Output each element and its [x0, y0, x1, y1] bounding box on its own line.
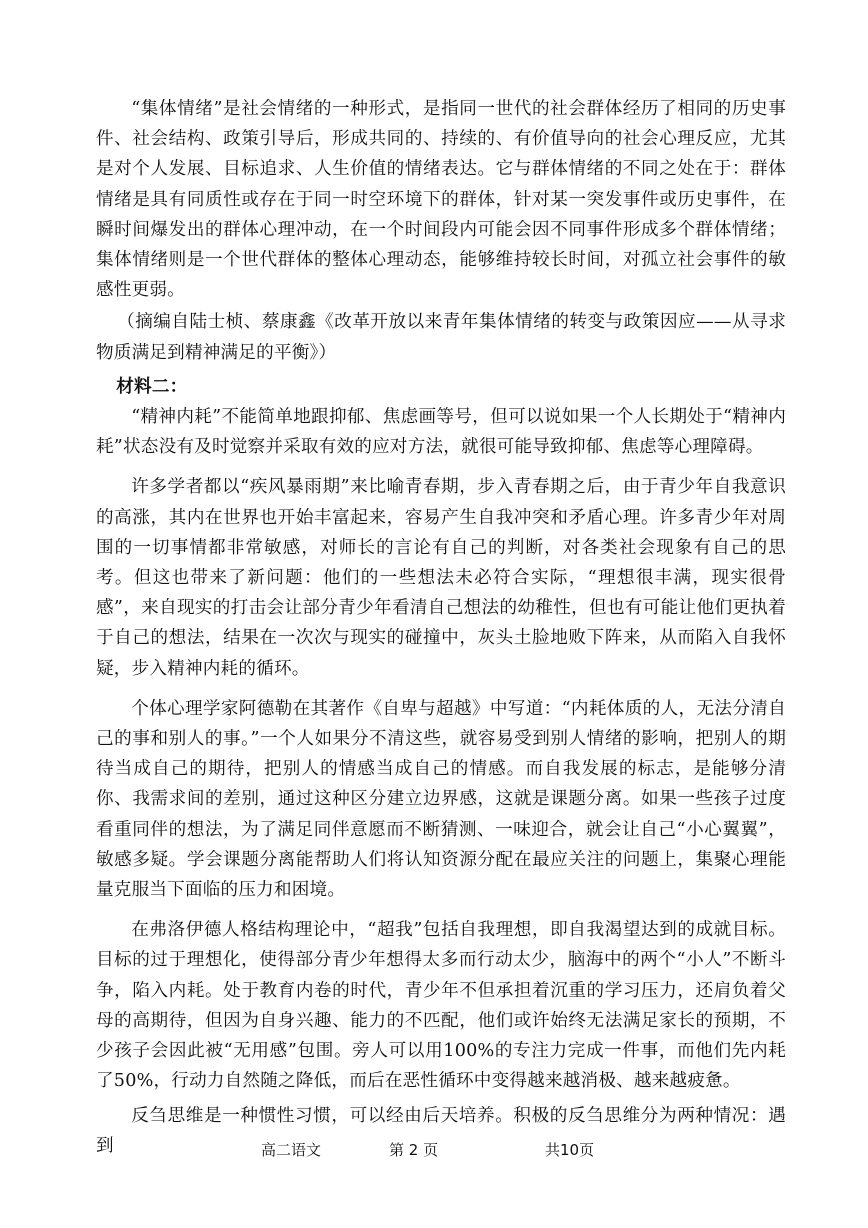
page-footer	[0, 1136, 868, 1164]
citation-source: （摘编自陆士桢、蔡康鑫《改革开放以来青年集体情绪的转变与政策因应——从寻求物质满足到精神满足的平衡》）	[96, 312, 786, 363]
footer-total-pages: 共10页	[545, 1141, 595, 1159]
spacer	[96, 462, 786, 472]
document-body	[96, 94, 786, 1161]
paragraph-adler: 个体心理学家阿德勒在其著作《自卑与超越》中写道：“内耗体质的人，无法分清自己的事和别人的事。”一个人如果分不清这些，就容易受到别人情绪的影响，把别人的期待当成自己的期待，把别人的情感当成自己的情感。而自我发展的标志，是能够分清你、我需求间的差别，通过这种区分建立边界感，这就是课题分离。如果一些孩子过度看重同伴的想法，为了满足同伴意愿而不断猜测、一味迎合，就会让自己“小心翼翼”，敏感多疑。学会课题分离能帮助人们将认知资源分配在最应关注的问题上，集聚心理能量克服当下面临的压力和困境。	[96, 698, 786, 901]
footer-subject: 高二语文	[261, 1141, 322, 1159]
section-heading-material-two: 材料二：	[116, 375, 188, 397]
spacer	[96, 684, 786, 694]
paragraph-adolescence: 许多学者都以“疾风暴雨期”来比喻青春期，步入青春期之后，由于青少年自我意识的高涨，其内在世界也开始丰富起来，容易产生自我冲突和矛盾心理。许多青少年对周围的一切事情都非常敏感，对师长的言论有自己的判断，对各类社会现象有自己的思考。但这也带来了新问题：他们的一些想法未必符合实际，“理想很丰满，现实很骨感”，来自现实的打击会让部分青少年看清自己想法的幼稚性，但也有可能让他们更执着于自己的想法，结果在一次次与现实的碰撞中，灰头土脸地败下阵来，从而陷入自我怀疑，步入精神内耗的循环。	[96, 477, 786, 679]
paragraph-mental-exhaustion-definition: “精神内耗”不能简单地跟抑郁、焦虑画等号，但可以说如果一个人长期处于“精神内耗”状态没有及时觉察并采取有效的应对方法，就很可能导致抑郁、焦虑等心理障碍。	[96, 407, 786, 458]
footer-page-number: 第 2 页	[389, 1141, 439, 1159]
spacer	[96, 905, 786, 915]
paragraph-freud: 在弗洛伊德人格结构理论中，“超我”包括自我理想，即自我渴望达到的成就目标。目标的过于理想化，使得部分青少年想得太多而行动太少，脑海中的两个“小人”不断斗争，陷入内耗。处于教育内卷的时代，青少年不但承担着沉重的学习压力，还肩负着父母的高期待，但因为自身兴趣、能力的不匹配，他们或许始终无法满足家长的预期，不少孩子会因此被“无用感”包围。旁人可以用100%的专注力完成一件事，而他们先内耗了50%，行动力自然随之降低，而后在恶性循环中变得越来越消极、越来越疲惫。	[96, 920, 786, 1092]
paragraph-collective-emotion: “集体情绪”是社会情绪的一种形式，是指同一世代的社会群体经历了相同的历史事件、社会结构、政策引导后，形成共同的、持续的、有价值导向的社会心理反应，尤其是对个人发展、目标追求、人生价值的情绪表达。它与群体情绪的不同之处在于：群体情绪是具有同质性或存在于同一时空环境下的群体，针对某一突发事件或历史事件，在瞬时间爆发出的群体心理冲动，在一个时间段内可能会因不同事件形成多个群体情绪；集体情绪则是一个世代群体的整体心理动态，能够维持较长时间，对孤立社会事件的敏感性更弱。	[96, 99, 786, 301]
paragraph-rumination: 反刍思维是一种惯性习惯，可以经由后天培养。积极的反刍思维分为两种情况：遇到	[96, 1105, 786, 1156]
